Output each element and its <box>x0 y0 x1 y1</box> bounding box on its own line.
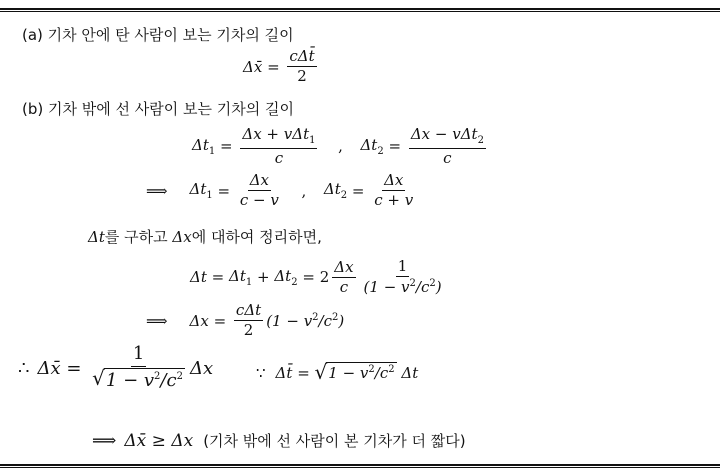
bottom-rule <box>0 464 720 466</box>
equation-result: ∴ Δx̄ = 1 √ $1 - v^2/c^2$ Δx <box>18 343 214 391</box>
equation-a: Δx̄ = $\frac{\text{cΔt̄}}{2}$ <box>243 47 315 86</box>
bottom-rule-thin <box>0 467 720 468</box>
equation-b3: Δt = $\Delta t_1$ + $\Delta t_2$ = 2 $\frac{\Delta x}{c}$ $\frac{1}{(1 - v^2/c^2)}$ <box>190 257 442 297</box>
equation-b1: $\Delta t_1$ = $\frac{\Delta x + v\Delta t_1}{c}$ , $\Delta t_2$ = $\frac{\Delta x - v\Delta t_2}{c}$ <box>192 125 484 167</box>
equation-b2: ⟹ $\Delta t_1$ = $\frac{\Delta x}{c - v}$ , $\Delta t_2$ = $\frac{\Delta x}{c + v}$ <box>146 171 414 210</box>
equation-b4: ⟹ Δx = $\frac{\text{cΔt}}{2}$ $(1 - v^2/c^2)$ <box>146 301 345 340</box>
top-rule-thin <box>0 11 720 12</box>
part-b-label: (b) 기차 밖에 선 사람이 보는 기차의 길이 <box>22 100 294 118</box>
equation-because: ∵ Δt̄ = √ $1 - v^2/c^2$ Δt <box>256 360 419 384</box>
top-rule <box>0 8 720 10</box>
equation-conclusion: ⟹ Δx̄ ≥ Δx (기차 밖에 선 사람이 본 기차가 더 짧다) <box>92 430 466 451</box>
solve-line: Δt를 구하고 Δx에 대하여 정리하면, <box>88 228 322 246</box>
part-a-label: (a) 기차 안에 탄 사람이 보는 기차의 길이 <box>22 26 294 44</box>
conclusion-note: (기차 밖에 선 사람이 본 기차가 더 짧다) <box>203 432 466 450</box>
